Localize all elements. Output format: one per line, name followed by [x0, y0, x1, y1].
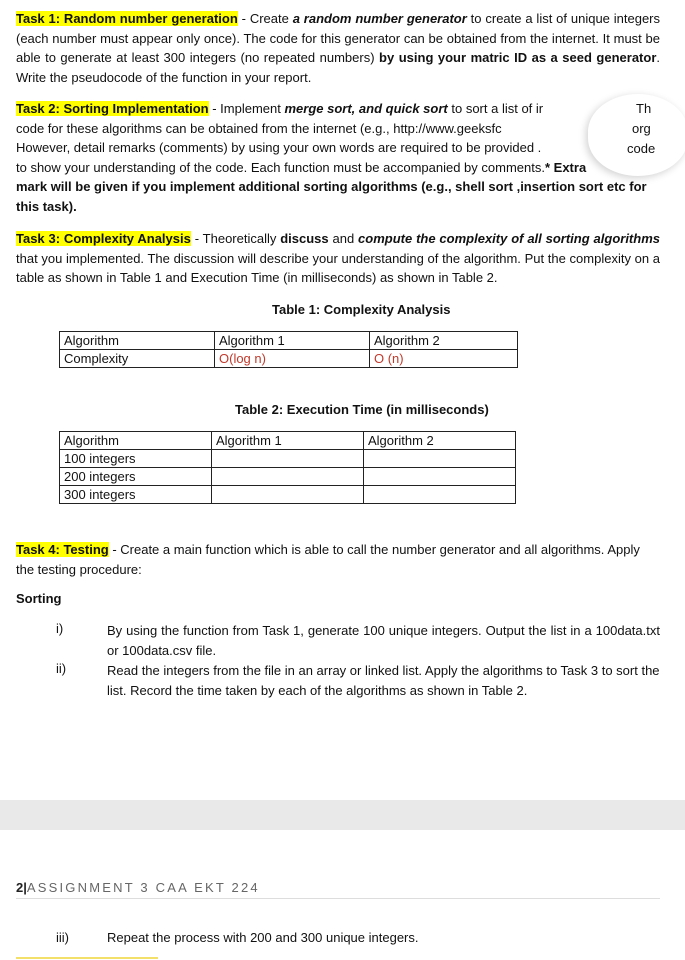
- task4-paragraph: [16, 540, 660, 579]
- task2-line-1: [16, 99, 591, 119]
- task2-extra-mark: * Extra: [544, 159, 587, 175]
- table-row: [60, 486, 516, 504]
- table-cell: [212, 450, 364, 468]
- task2-line-4: [16, 158, 660, 178]
- complexity-table: [59, 331, 518, 368]
- footer-text: ASSIGNMENT 3 CAA EKT 224: [26, 880, 260, 895]
- list-number: ii): [56, 661, 67, 676]
- task3-emphasis: compute the complexity of all sorting algorithms: [358, 231, 660, 246]
- sorting-heading: Sorting: [16, 591, 62, 606]
- task2-text: - Implement: [208, 101, 285, 116]
- task1-bold: by using your matric ID as a seed generator: [379, 50, 657, 65]
- footer-separator: |: [23, 880, 27, 895]
- task2-paragraph: [16, 99, 591, 158]
- task1-text-3: . Write the pseudocode of the function in your report.: [16, 50, 661, 85]
- overlay-text-2: org: [632, 121, 651, 136]
- table-row: [60, 432, 516, 450]
- table-cell: [212, 468, 364, 486]
- table-cell: [212, 486, 364, 504]
- table1-caption: Table 1: Complexity Analysis: [272, 302, 451, 317]
- task1-text-2: to create a list of unique integers (each number must appear only once). The code for this generator can be obtained from the internet. It must be able to generate at least 300 integers (no repeated numbers): [16, 11, 661, 65]
- task3-paragraph: [16, 229, 660, 288]
- task1-paragraph: [16, 9, 660, 87]
- list-item: Read the integers from the file in an array or linked list. Apply the algorithms to Task 3 to sort the list. Record the time taken by each of the algorithms as shown in Table 2.: [107, 663, 660, 698]
- list-item: By using the function from Task 1, generate 100 unique integers. Output the list in a 100data.txt or 100data.csv file.: [107, 623, 660, 658]
- table-cell: Algorithm 2: [370, 332, 518, 350]
- table-cell: Algorithm: [60, 332, 215, 350]
- overlay-text-1: Th: [636, 101, 652, 116]
- table-cell: Algorithm 2: [364, 432, 516, 450]
- table-cell: 100 integers: [60, 450, 212, 468]
- task3-text: - Theoretically: [190, 231, 281, 246]
- table-cell: [364, 486, 516, 504]
- table-cell: 300 integers: [60, 486, 212, 504]
- table-cell: Algorithm: [60, 432, 212, 450]
- task3-bold: discuss: [280, 231, 329, 246]
- list-number: i): [56, 621, 64, 636]
- task3-text-2: and: [328, 231, 359, 246]
- task2-line-3: However, detail remarks (comments) by using your own words are required to be provided .: [16, 140, 542, 155]
- page-footer: [16, 880, 260, 895]
- table-cell: [364, 450, 516, 468]
- task2-line-5: mark will be given if you implement additional sorting algorithms (e.g., shell sort ,insertion sort etc for: [16, 179, 647, 194]
- page-gap: [0, 800, 685, 830]
- task1-emphasis: a random number generator: [292, 11, 467, 26]
- task2-line-2: code for these algorithms can be obtained from the internet (e.g., http://www.geeksfc: [16, 120, 502, 136]
- table-row: [60, 350, 518, 368]
- footer-divider: [16, 898, 660, 899]
- table-row: [60, 450, 516, 468]
- task1-text: - Create: [237, 11, 293, 26]
- table-row: [60, 332, 518, 350]
- task2-emphasis: merge sort, and quick sort: [284, 101, 448, 116]
- task2-title: Task 2: Sorting Implementation: [16, 101, 209, 116]
- task3-title: Task 3: Complexity Analysis: [16, 231, 191, 246]
- task4-title: Task 4: Testing: [16, 542, 109, 557]
- table-cell: O (n): [370, 350, 518, 368]
- list-item: Repeat the process with 200 and 300 unique integers.: [107, 930, 419, 945]
- task3-text-3: that you implemented. The discussion will describe your understanding of the algorithm. Put the complexity on a table as shown in Table 1 and Execution Time (in milliseconds) as shown in Table 2.: [16, 250, 660, 285]
- highlight-bar: [16, 957, 158, 959]
- table-row: [60, 468, 516, 486]
- table-cell: Algorithm 1: [212, 432, 364, 450]
- execution-time-table: [59, 431, 516, 504]
- task2-line-4-text: to show your understanding of the code. Each function must be accompanied by comments.: [16, 159, 545, 175]
- table-cell: Complexity: [60, 350, 215, 368]
- task2-continued: [16, 158, 660, 217]
- list-number: iii): [56, 930, 69, 945]
- page-number: 2: [16, 880, 24, 895]
- task1-title: Task 1: Random number generation: [16, 11, 238, 26]
- task4-text: - Create a main function which is able to call the number generator and all algorithms. Apply the testing procedure:: [16, 542, 640, 577]
- table2-caption: Table 2: Execution Time (in milliseconds): [235, 402, 489, 417]
- table-cell: O(log n): [215, 350, 370, 368]
- table-cell: Algorithm 1: [215, 332, 370, 350]
- table-cell: [364, 468, 516, 486]
- task2-text-2: to sort a list of ir: [447, 101, 544, 116]
- overlay-text-3: code: [627, 141, 656, 156]
- table-cell: 200 integers: [60, 468, 212, 486]
- task2-line-6: this task).: [16, 198, 77, 214]
